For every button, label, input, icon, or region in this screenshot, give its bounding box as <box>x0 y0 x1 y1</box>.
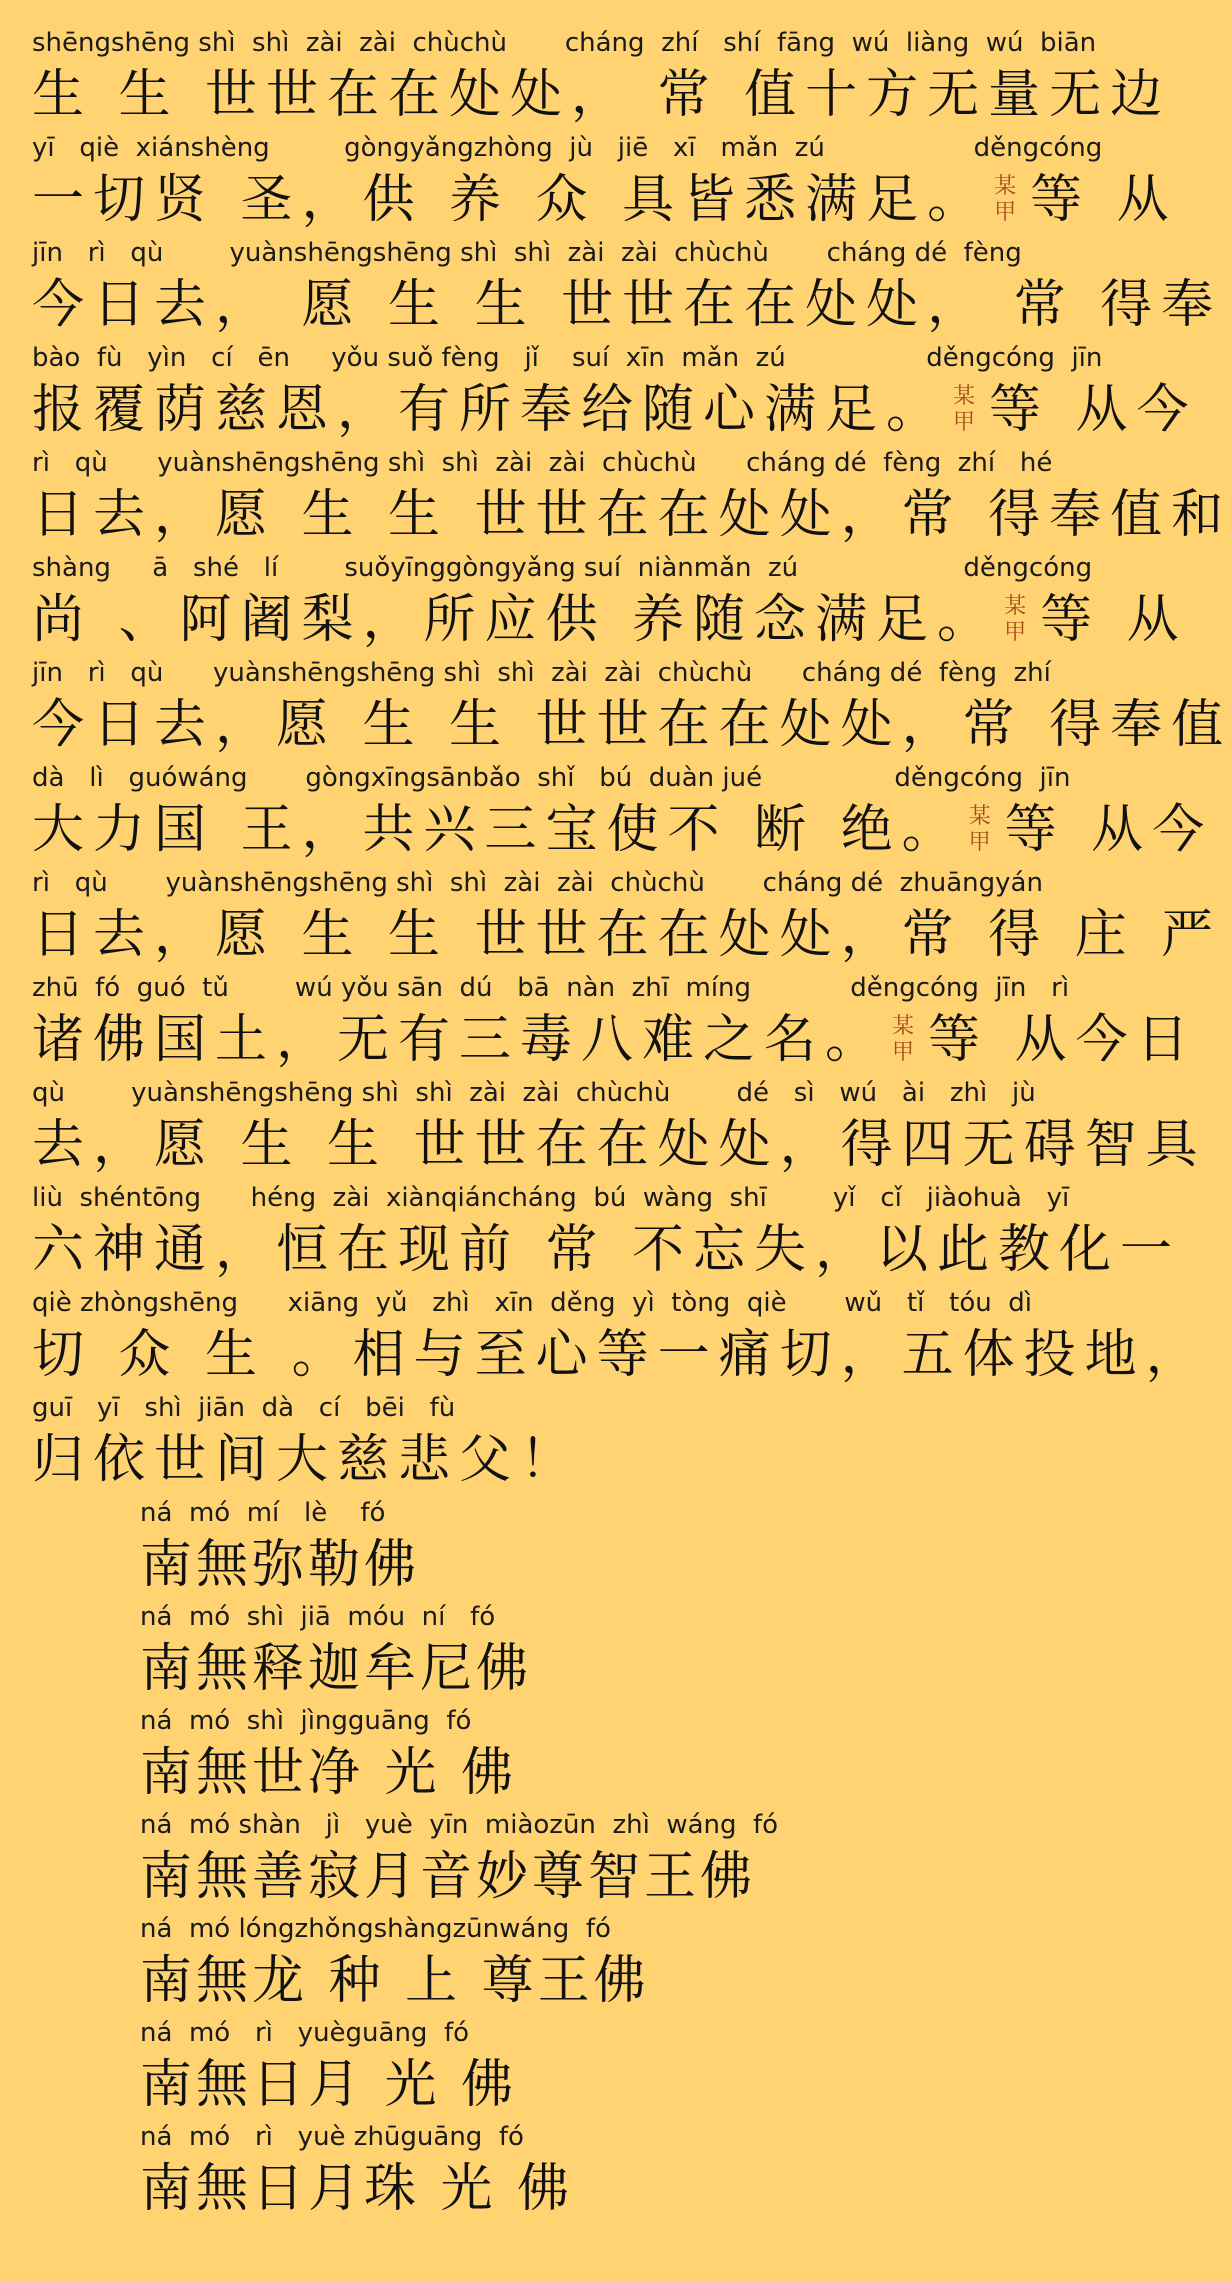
hanzi-text: 去，愿 生 生 世世在在处处，得四无碍智具 <box>32 1115 1207 1175</box>
buddha-name: 南無弥勒佛 <box>140 1535 421 1595</box>
hanzi-text: 生 生 世世在在处处， 常 值十方无量无边 <box>32 65 1172 125</box>
buddha-name: 南無世净 光 佛 <box>140 1743 518 1803</box>
hanzi-text: 日去，愿 生 生 世世在在处处，常 得 庄 严 <box>32 905 1223 965</box>
hanzi-line <box>140 1844 1160 1910</box>
pinyin-line: shēngshēng shì shì zài zài chùchù cháng zhí shí fāng wú liàng wú biān <box>32 28 1097 58</box>
pinyin-line: ná mó rì yuè zhūguāng fó <box>140 2122 524 2152</box>
name-placeholder-mark <box>953 384 975 436</box>
pinyin-line: jīn rì qù yuànshēngshēng shì shì zài zài chùchù cháng dé fèng zhí <box>32 658 1051 688</box>
pinyin-line: bào fù yìn cí ēn yǒu suǒ fèng jǐ suí xīn mǎn zú děngcóng jīn <box>32 343 1103 373</box>
hanzi-line <box>140 2052 1160 2118</box>
hanzi-line <box>32 1322 1207 1388</box>
pinyin-line: ná mó shàn jì yuè yīn miàozūn zhì wáng fó <box>140 1810 779 1840</box>
hanzi-line <box>140 1532 1160 1598</box>
hanzi-line <box>32 797 1214 863</box>
name-placeholder-mark <box>1004 594 1026 646</box>
buddha-name: 南無释迦牟尼佛 <box>140 1639 533 1699</box>
verse-line <box>32 343 1198 448</box>
pinyin-line: rì qù yuànshēngshēng shì shì zài zài chùchù cháng dé fèng zhí hé <box>32 448 1053 478</box>
hanzi-text: 诸佛国土，无有三毒八难之名。 <box>32 1010 887 1070</box>
pinyin-line: ná mó shì jìngguāng fó <box>140 1706 472 1736</box>
hanzi-line <box>32 1427 1052 1493</box>
hanzi-text: 今日去， 愿 生 生 世世在在处处， 常 得奉 <box>32 275 1223 335</box>
buddha-name-line <box>140 1810 1160 1914</box>
pinyin-line: shàng ā shé lí suǒyīnggòngyǎng suí niànmǎn zú děngcóng <box>32 553 1093 583</box>
name-placeholder-char: 某 <box>1004 594 1027 619</box>
pinyin-line: qiè zhòngshēng xiāng yǔ zhì xīn děng yì tòng qiè wǔ tǐ tóu dì <box>32 1288 1032 1318</box>
pinyin-line: liù shéntōng héng zài xiànqiáncháng bú wàng shī yǐ cǐ jiàohuà yī <box>32 1183 1070 1213</box>
hanzi-text: 今日去，愿 生 生 世世在在处处，常 得奉值 <box>32 695 1232 755</box>
verse-line <box>32 973 1198 1078</box>
verse-line <box>32 1288 1207 1393</box>
hanzi-line <box>32 692 1232 758</box>
buddha-name: 南無日月珠 光 佛 <box>140 2159 574 2219</box>
hanzi-line <box>140 1636 1160 1702</box>
verse-line <box>32 1183 1182 1288</box>
hanzi-line <box>140 2156 1160 2222</box>
hanzi-text: 日去，愿 生 生 世世在在处处，常 得奉值和 <box>32 485 1232 545</box>
pinyin-line: jīn rì qù yuànshēngshēng shì shì zài zài chùchù cháng dé fèng <box>32 238 1022 268</box>
hanzi-line <box>32 587 1188 653</box>
name-placeholder-char: 某 <box>953 384 976 409</box>
hanzi-line <box>32 377 1198 443</box>
hanzi-text: 归依世间大慈悲父！ <box>32 1430 582 1490</box>
hanzi-text: 报覆荫慈恩，有所奉给随心满足。 <box>32 380 948 440</box>
name-placeholder-char: 某 <box>968 804 991 829</box>
hanzi-line <box>32 272 1223 338</box>
pinyin-line: ná mó mí lè fó <box>140 1498 386 1528</box>
hanzi-text: 等 从今日 <box>928 1010 1198 1070</box>
verse-line <box>32 1393 1052 1498</box>
pinyin-line: qù yuànshēngshēng shì shì zài zài chùchù dé sì wú ài zhì jù <box>32 1078 1036 1108</box>
pinyin-line: ná mó shì jiā móu ní fó <box>140 1602 496 1632</box>
hanzi-line <box>32 1007 1198 1073</box>
hanzi-text: 六神通，恒在现前 常 不忘失，以此教化一 <box>32 1220 1182 1280</box>
hanzi-text: 等 从 <box>1040 590 1188 650</box>
verse-section <box>0 28 1232 1498</box>
verse-line <box>32 763 1214 868</box>
name-placeholder-char: 某 <box>994 174 1017 199</box>
buddha-name-line <box>140 1602 1160 1706</box>
hanzi-line <box>32 167 1178 233</box>
buddha-name: 南無善寂月音妙尊智王佛 <box>140 1847 757 1907</box>
verse-line <box>32 238 1223 343</box>
name-placeholder-char: 甲 <box>892 1040 915 1065</box>
hanzi-line <box>140 1740 1160 1806</box>
hanzi-text: 等 从 <box>1030 170 1178 230</box>
hanzi-line <box>32 1112 1207 1178</box>
pinyin-line: ná mó lóngzhǒngshàngzūnwáng fó <box>140 1914 611 1944</box>
pinyin-line: yī qiè xiánshèng gòngyǎngzhòng jù jiē xī mǎn zú děngcóng <box>32 133 1103 163</box>
verse-line <box>32 868 1223 973</box>
hanzi-text: 尚 、阿阇梨，所应供 养随念满足。 <box>32 590 999 650</box>
pinyin-line: ná mó rì yuèguāng fó <box>140 2018 470 2048</box>
buddha-name-line <box>140 1914 1160 2018</box>
name-placeholder-mark <box>892 1014 914 1066</box>
name-placeholder-char: 某 <box>892 1014 915 1039</box>
name-placeholder-mark <box>994 174 1016 226</box>
name-placeholder-char: 甲 <box>994 200 1017 225</box>
pinyin-line: guī yī shì jiān dà cí bēi fù <box>32 1393 456 1423</box>
buddha-name: 南無日月 光 佛 <box>140 2055 518 2115</box>
hanzi-text: 大力国 王，共兴三宝使不 断 绝。 <box>32 800 963 860</box>
hanzi-text: 一切贤 圣，供 养 众 具皆悉满足。 <box>32 170 989 230</box>
hanzi-text: 切 众 生 。相与至心等一痛切，五体投地， <box>32 1325 1207 1385</box>
name-placeholder-mark <box>969 804 991 856</box>
buddha-name-line <box>140 1706 1160 1810</box>
verse-line <box>32 448 1232 553</box>
buddha-name-line <box>140 1498 1160 1602</box>
buddha-name: 南無龙 种 上 尊王佛 <box>140 1951 650 2011</box>
name-placeholder-char: 甲 <box>1004 620 1027 645</box>
verse-line <box>32 658 1232 763</box>
pinyin-line: zhū fó guó tǔ wú yǒu sān dú bā nàn zhī míng děngcóng jīn rì <box>32 973 1070 1003</box>
hanzi-line <box>140 1948 1160 2014</box>
buddha-name-line <box>140 2018 1160 2122</box>
hanzi-line <box>32 62 1172 128</box>
pinyin-line: dà lì guówáng gòngxīngsānbǎo shǐ bú duàn jué děngcóng jīn <box>32 763 1071 793</box>
verse-line <box>32 133 1178 238</box>
hanzi-text: 等 从今 <box>1004 800 1214 860</box>
buddha-names-section <box>0 1498 1080 2226</box>
name-placeholder-char: 甲 <box>953 410 976 435</box>
buddha-name-line <box>140 2122 1160 2226</box>
verse-line <box>32 28 1172 133</box>
verse-line <box>32 553 1188 658</box>
hanzi-line <box>32 902 1223 968</box>
hanzi-text: 等 从今 <box>989 380 1198 440</box>
hanzi-line <box>32 1217 1182 1283</box>
pinyin-line: rì qù yuànshēngshēng shì shì zài zài chùchù cháng dé zhuāngyán <box>32 868 1043 898</box>
name-placeholder-char: 甲 <box>968 830 991 855</box>
verse-line <box>32 1078 1207 1183</box>
hanzi-line <box>32 482 1232 548</box>
